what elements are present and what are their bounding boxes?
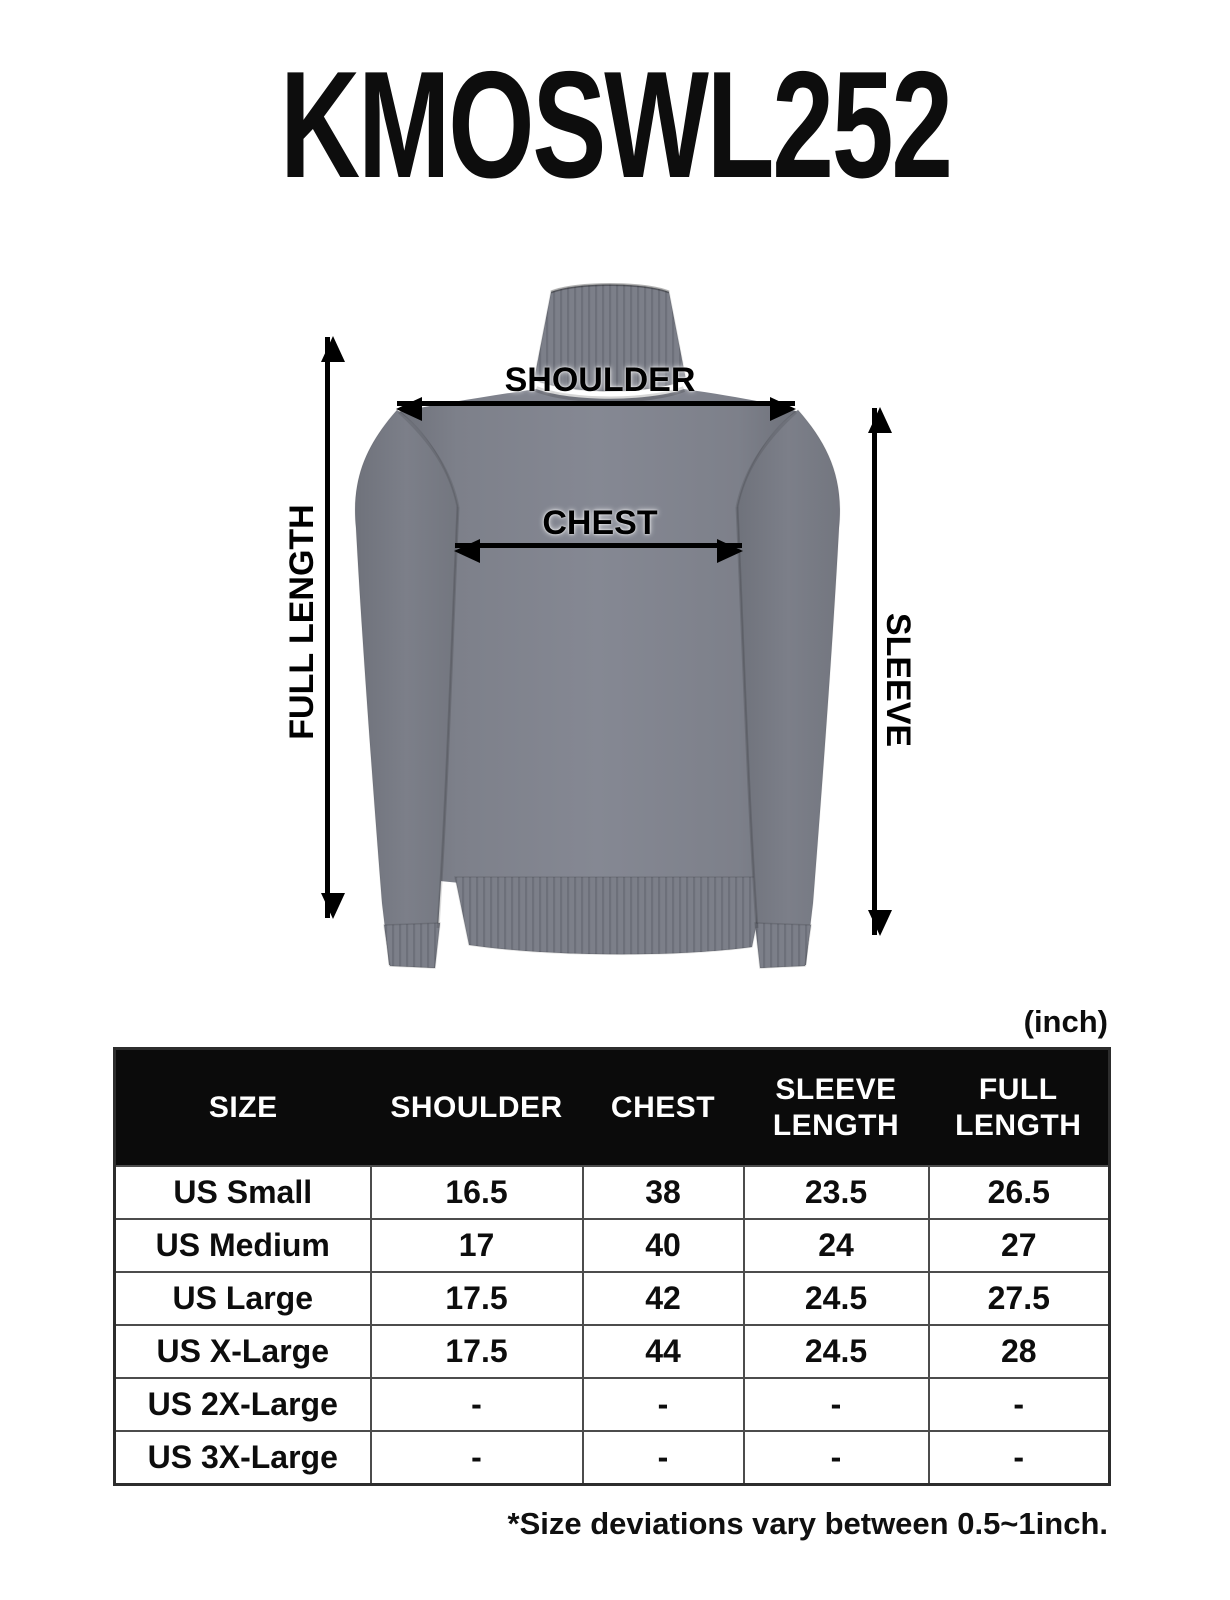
header-cell-size: SIZE bbox=[115, 1049, 371, 1167]
table-row bbox=[115, 1431, 1110, 1485]
value-cell: 28 bbox=[929, 1325, 1110, 1378]
size-cell: US 3X-Large bbox=[115, 1431, 371, 1485]
table-row bbox=[115, 1378, 1110, 1431]
value-cell: 40 bbox=[583, 1219, 744, 1272]
size-table-body bbox=[115, 1166, 1110, 1485]
value-cell: - bbox=[744, 1431, 929, 1485]
sweater-hem-rib bbox=[455, 877, 766, 954]
value-cell: 17 bbox=[371, 1219, 583, 1272]
table-row bbox=[115, 1325, 1110, 1378]
full-length-arrow bbox=[325, 337, 330, 918]
value-cell: 27 bbox=[929, 1219, 1110, 1272]
value-cell: - bbox=[744, 1378, 929, 1431]
value-cell: 23.5 bbox=[744, 1166, 929, 1219]
value-cell: 27.5 bbox=[929, 1272, 1110, 1325]
size-cell: US X-Large bbox=[115, 1325, 371, 1378]
value-cell: 16.5 bbox=[371, 1166, 583, 1219]
sweater-left-cuff-rib bbox=[384, 923, 440, 968]
value-cell: - bbox=[371, 1378, 583, 1431]
value-cell: 44 bbox=[583, 1325, 744, 1378]
sweater-left-sleeve bbox=[355, 410, 458, 968]
value-cell: 17.5 bbox=[371, 1272, 583, 1325]
size-cell: US Medium bbox=[115, 1219, 371, 1272]
value-cell: - bbox=[371, 1431, 583, 1485]
value-cell: - bbox=[583, 1378, 744, 1431]
value-cell: 42 bbox=[583, 1272, 744, 1325]
sweater-body bbox=[397, 389, 798, 891]
sweater-right-cuff-rib bbox=[755, 923, 811, 968]
full-length-label: FULL LENGTH bbox=[283, 504, 321, 740]
table-row bbox=[115, 1166, 1110, 1219]
size-cell: US Small bbox=[115, 1166, 371, 1219]
size-table-wrap bbox=[113, 1047, 1111, 1486]
size-table bbox=[113, 1047, 1111, 1486]
sleeve-label: SLEEVE bbox=[879, 612, 917, 748]
value-cell: 24.5 bbox=[744, 1272, 929, 1325]
header-row bbox=[115, 1049, 1110, 1167]
size-cell: US 2X-Large bbox=[115, 1378, 371, 1431]
unit-label: (inch) bbox=[1023, 1004, 1108, 1039]
value-cell: - bbox=[929, 1431, 1110, 1485]
header-cell-sleeve-length: SLEEVE LENGTH bbox=[744, 1049, 929, 1167]
header-cell-shoulder: SHOULDER bbox=[371, 1049, 583, 1167]
size-cell: US Large bbox=[115, 1272, 371, 1325]
chest-arrow bbox=[455, 543, 742, 548]
value-cell: 17.5 bbox=[371, 1325, 583, 1378]
value-cell: 38 bbox=[583, 1166, 744, 1219]
value-cell: 26.5 bbox=[929, 1166, 1110, 1219]
sleeve-arrow bbox=[872, 408, 877, 935]
value-cell: - bbox=[929, 1378, 1110, 1431]
shoulder-arrow bbox=[397, 401, 795, 406]
value-cell: 24 bbox=[744, 1219, 929, 1272]
value-cell: - bbox=[583, 1431, 744, 1485]
header-cell-chest: CHEST bbox=[583, 1049, 744, 1167]
table-row bbox=[115, 1219, 1110, 1272]
product-code: KMOSWL252 bbox=[279, 40, 951, 210]
size-table-header bbox=[115, 1049, 1110, 1167]
table-row bbox=[115, 1272, 1110, 1325]
chest-label: CHEST bbox=[542, 504, 658, 542]
shoulder-label: SHOULDER bbox=[504, 361, 696, 399]
header-cell-full-length: FULL LENGTH bbox=[929, 1049, 1110, 1167]
size-deviation-note: *Size deviations vary between 0.5~1inch. bbox=[507, 1506, 1108, 1541]
value-cell: 24.5 bbox=[744, 1325, 929, 1378]
